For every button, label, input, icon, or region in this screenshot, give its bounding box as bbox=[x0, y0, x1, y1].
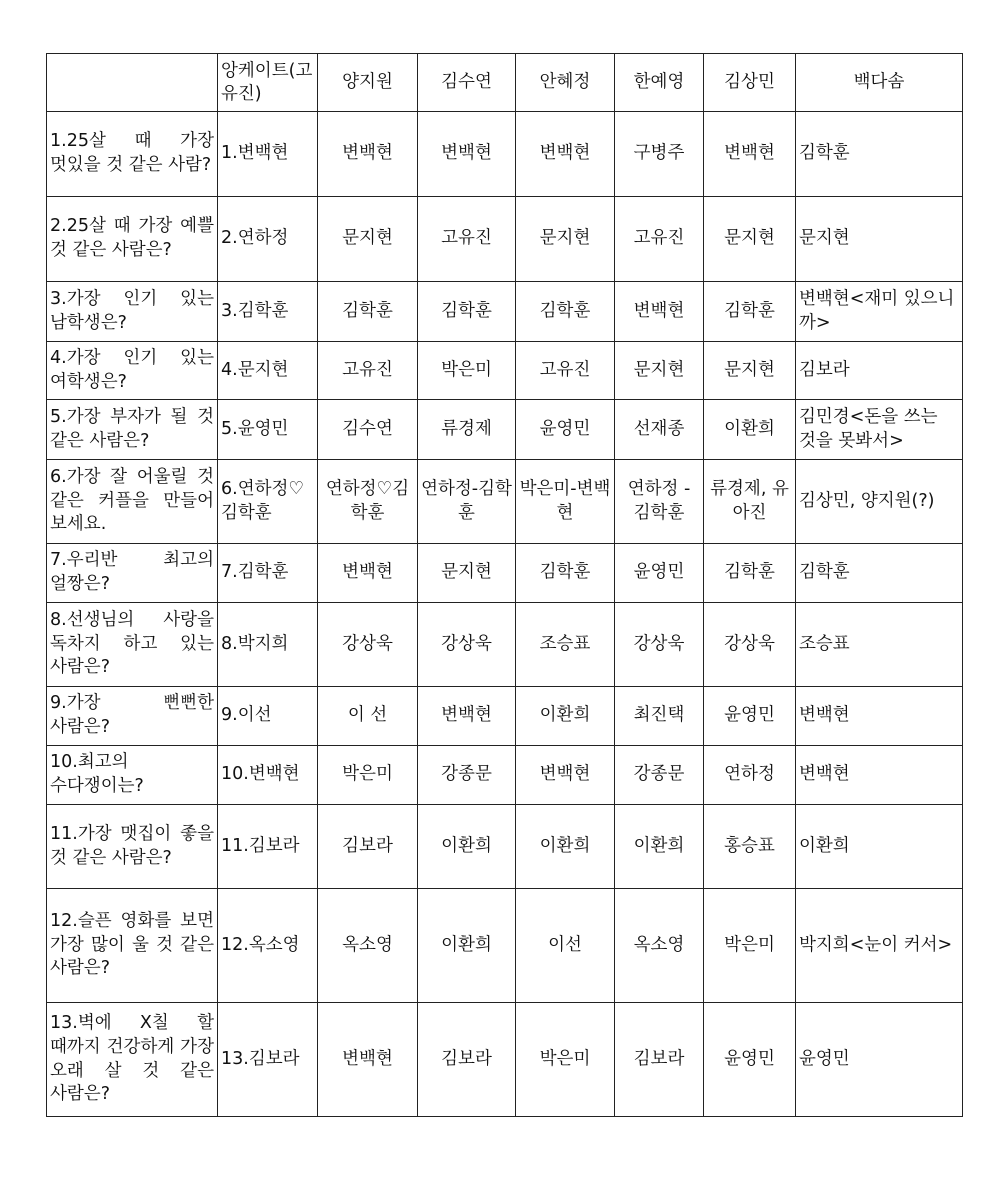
answer-cell: 박은미 bbox=[318, 746, 418, 805]
question-cell: 11.가장 맷집이 좋을 것 같은 사람은? bbox=[47, 805, 218, 889]
answer-cell: 윤영민 bbox=[704, 687, 796, 746]
question-cell: 2.25살 때 가장 예쁠 것 같은 사람은? bbox=[47, 197, 218, 282]
answer-cell: 박은미 bbox=[516, 1003, 615, 1117]
answer-cell: 김학훈 bbox=[704, 282, 796, 342]
header-respondent: 백다솜 bbox=[796, 54, 963, 112]
question-cell: 12.슬픈 영화를 보면 가장 많이 울 것 같은 사람은? bbox=[47, 889, 218, 1003]
table-row bbox=[47, 746, 963, 805]
answer-cell: 김학훈 bbox=[418, 282, 516, 342]
answer-cell: 강종문 bbox=[615, 746, 704, 805]
answer-cell: 조승표 bbox=[796, 603, 963, 687]
answer-cell: 김학훈 bbox=[704, 544, 796, 603]
table-row bbox=[47, 197, 963, 282]
question-cell: 8.선생님의 사랑을 독차지 하고 있는 사람은? bbox=[47, 603, 218, 687]
answer-cell: 10.변백현 bbox=[218, 746, 318, 805]
header-respondent: 안혜정 bbox=[516, 54, 615, 112]
table-row bbox=[47, 603, 963, 687]
answer-cell: 이환희 bbox=[516, 805, 615, 889]
answer-cell: 이환희 bbox=[615, 805, 704, 889]
answer-cell: 이환희 bbox=[418, 805, 516, 889]
answer-cell: 문지현 bbox=[615, 342, 704, 400]
answer-cell: 문지현 bbox=[516, 197, 615, 282]
answer-cell: 윤영민 bbox=[796, 1003, 963, 1117]
answer-cell: 홍승표 bbox=[704, 805, 796, 889]
header-survey-author: 앙케이트(고유진) bbox=[218, 54, 318, 112]
answer-cell: 고유진 bbox=[516, 342, 615, 400]
answer-cell: 연하정♡김학훈 bbox=[318, 460, 418, 544]
answer-cell: 변백현 bbox=[418, 112, 516, 197]
answer-cell: 박은미-변백현 bbox=[516, 460, 615, 544]
answer-cell: 김민경<돈을 쓰는 것을 못봐서> bbox=[796, 400, 963, 460]
table-row bbox=[47, 282, 963, 342]
table-row bbox=[47, 687, 963, 746]
question-cell: 3.가장 인기 있는 남학생은? bbox=[47, 282, 218, 342]
question-cell: 5.가장 부자가 될 것 같은 사람은? bbox=[47, 400, 218, 460]
answer-cell: 조승표 bbox=[516, 603, 615, 687]
table-row bbox=[47, 544, 963, 603]
answer-cell: 문지현 bbox=[796, 197, 963, 282]
answer-cell: 강상욱 bbox=[615, 603, 704, 687]
question-cell: 7.우리반 최고의 얼짱은? bbox=[47, 544, 218, 603]
answer-cell: 5.윤영민 bbox=[218, 400, 318, 460]
answer-cell: 김학훈 bbox=[796, 112, 963, 197]
answer-cell: 옥소영 bbox=[615, 889, 704, 1003]
answer-cell: 3.김학훈 bbox=[218, 282, 318, 342]
answer-cell: 6.연하정♡김학훈 bbox=[218, 460, 318, 544]
header-respondent: 김수연 bbox=[418, 54, 516, 112]
answer-cell: 변백현 bbox=[796, 687, 963, 746]
table-row bbox=[47, 889, 963, 1003]
answer-cell: 김학훈 bbox=[516, 282, 615, 342]
answer-cell: 김보라 bbox=[318, 805, 418, 889]
answer-cell: 변백현 bbox=[318, 544, 418, 603]
table-row bbox=[47, 460, 963, 544]
answer-cell: 2.연하정 bbox=[218, 197, 318, 282]
answer-cell: 윤영민 bbox=[704, 1003, 796, 1117]
answer-cell: 구병주 bbox=[615, 112, 704, 197]
answer-cell: 김보라 bbox=[418, 1003, 516, 1117]
answer-cell: 변백현 bbox=[516, 112, 615, 197]
answer-cell: 변백현 bbox=[615, 282, 704, 342]
answer-cell: 김학훈 bbox=[318, 282, 418, 342]
answer-cell: 선재종 bbox=[615, 400, 704, 460]
answer-cell: 류경제 bbox=[418, 400, 516, 460]
answer-cell: 이환희 bbox=[704, 400, 796, 460]
answer-cell: 고유진 bbox=[615, 197, 704, 282]
header-respondent: 양지원 bbox=[318, 54, 418, 112]
answer-cell: 11.김보라 bbox=[218, 805, 318, 889]
table-row bbox=[47, 112, 963, 197]
question-cell: 13.벽에 X칠 할 때까지 건강하게 가장 오래 살 것 같은 사람은? bbox=[47, 1003, 218, 1117]
question-cell: 10.최고의 수다쟁이는? bbox=[47, 746, 218, 805]
answer-cell: 8.박지희 bbox=[218, 603, 318, 687]
answer-cell: 윤영민 bbox=[615, 544, 704, 603]
answer-cell: 문지현 bbox=[704, 197, 796, 282]
answer-cell: 박은미 bbox=[704, 889, 796, 1003]
answer-cell: 류경제, 유아진 bbox=[704, 460, 796, 544]
answer-cell: 고유진 bbox=[418, 197, 516, 282]
table-row bbox=[47, 342, 963, 400]
answer-cell: 박은미 bbox=[418, 342, 516, 400]
answer-cell: 김보라 bbox=[796, 342, 963, 400]
header-respondent: 김상민 bbox=[704, 54, 796, 112]
answer-cell: 변백현 bbox=[796, 746, 963, 805]
answer-cell: 강종문 bbox=[418, 746, 516, 805]
answer-cell: 변백현 bbox=[318, 112, 418, 197]
answer-cell: 이 선 bbox=[318, 687, 418, 746]
survey-table-body bbox=[47, 54, 963, 1117]
question-cell: 9.가장 뻔뻔한 사람은? bbox=[47, 687, 218, 746]
answer-cell: 이환희 bbox=[418, 889, 516, 1003]
answer-cell: 연하정-김학훈 bbox=[418, 460, 516, 544]
header-respondent: 한예영 bbox=[615, 54, 704, 112]
answer-cell: 강상욱 bbox=[418, 603, 516, 687]
answer-cell: 변백현 bbox=[704, 112, 796, 197]
answer-cell: 12.옥소영 bbox=[218, 889, 318, 1003]
answer-cell: 문지현 bbox=[704, 342, 796, 400]
answer-cell: 이선 bbox=[516, 889, 615, 1003]
answer-cell: 김수연 bbox=[318, 400, 418, 460]
answer-cell: 박지희<눈이 커서> bbox=[796, 889, 963, 1003]
survey-table bbox=[46, 53, 963, 1117]
answer-cell: 고유진 bbox=[318, 342, 418, 400]
answer-cell: 변백현 bbox=[318, 1003, 418, 1117]
answer-cell: 최진택 bbox=[615, 687, 704, 746]
question-cell: 4.가장 인기 있는 여학생은? bbox=[47, 342, 218, 400]
answer-cell: 김상민, 양지원(?) bbox=[796, 460, 963, 544]
answer-cell: 9.이선 bbox=[218, 687, 318, 746]
table-row bbox=[47, 805, 963, 889]
answer-cell: 윤영민 bbox=[516, 400, 615, 460]
answer-cell: 옥소영 bbox=[318, 889, 418, 1003]
question-cell: 6.가장 잘 어울릴 것 같은 커플을 만들어 보세요. bbox=[47, 460, 218, 544]
answer-cell: 김학훈 bbox=[516, 544, 615, 603]
table-row bbox=[47, 400, 963, 460]
answer-cell: 강상욱 bbox=[704, 603, 796, 687]
answer-cell: 1.변백현 bbox=[218, 112, 318, 197]
answer-cell: 연하정 bbox=[704, 746, 796, 805]
answer-cell: 4.문지현 bbox=[218, 342, 318, 400]
answer-cell: 이환희 bbox=[516, 687, 615, 746]
answer-cell: 변백현 bbox=[516, 746, 615, 805]
answer-cell: 7.김학훈 bbox=[218, 544, 318, 603]
header-corner-cell bbox=[47, 54, 218, 112]
answer-cell: 변백현 bbox=[418, 687, 516, 746]
answer-cell: 이환희 bbox=[796, 805, 963, 889]
answer-cell: 문지현 bbox=[418, 544, 516, 603]
answer-cell: 연하정 - 김학훈 bbox=[615, 460, 704, 544]
table-row bbox=[47, 1003, 963, 1117]
answer-cell: 김학훈 bbox=[796, 544, 963, 603]
answer-cell: 김보라 bbox=[615, 1003, 704, 1117]
header-row bbox=[47, 54, 963, 112]
question-cell: 1.25살 때 가장 멋있을 것 같은 사람? bbox=[47, 112, 218, 197]
answer-cell: 변백현<재미 있으니까> bbox=[796, 282, 963, 342]
answer-cell: 문지현 bbox=[318, 197, 418, 282]
answer-cell: 13.김보라 bbox=[218, 1003, 318, 1117]
answer-cell: 강상욱 bbox=[318, 603, 418, 687]
